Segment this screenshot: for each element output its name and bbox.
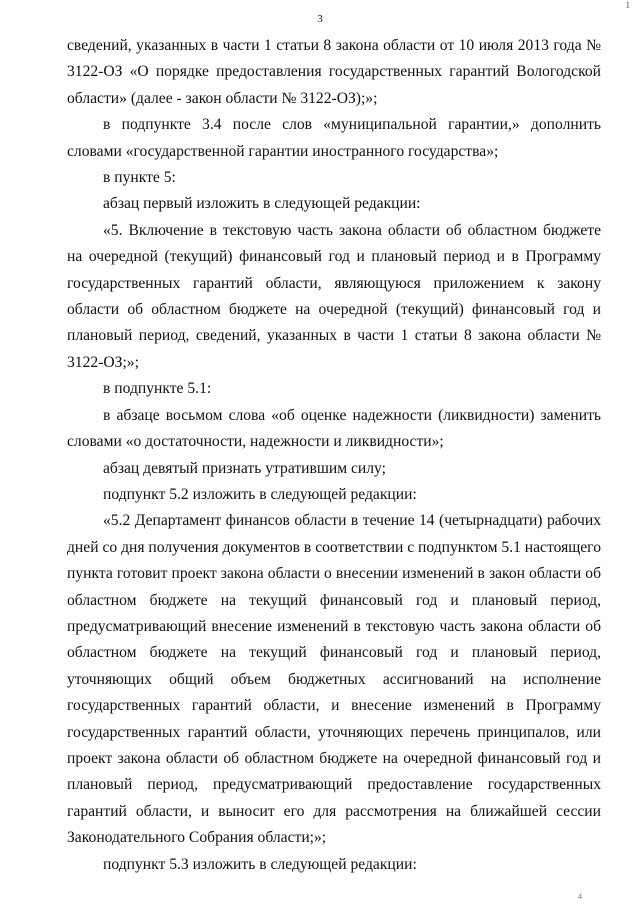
paragraph: в пункте 5:	[103, 169, 176, 187]
paragraph: абзац первый изложить в следующей редакции:	[103, 195, 421, 213]
paragraph: подпункт 5.2 изложить в следующей редакции:	[103, 485, 417, 503]
paragraph: в абзаце восьмом слова «об оценке надежности (ликвидности) заменить словами «о достаточности, надежности и ликвидности»;	[67, 406, 601, 451]
corner-mark: 1	[625, 0, 630, 10]
paragraph: подпункт 5.3 изложить в следующей редакции:	[103, 855, 417, 873]
document-body	[67, 33, 601, 878]
paragraph: в подпункте 5.1:	[103, 380, 212, 398]
paragraph: «5.2 Департамент финансов области в течение 14 (четырнадцати) рабочих дней со дня получения документов в соответствии с подпунктом 5.1 настоящего пункта готовит проект закона области о внесении изменений в закон области об областном бюджете на текущий финансовый год и плановый период, предусматривающий внесение изменений в текстовую часть закона области об областном бюджете на текущий финансовый год и плановый период, уточняющих общий объем бюджетных ассигнований на исполнение государственных гарантий области, и внесение изменений в Программу государственных гарантий области, уточняющих перечень принципалов, или проект закона области об областном бюджете на очередной финансовый год и плановый период, предусматривающий предоставление государственных гарантий области, и выносит его для рассмотрения на ближайшей сессии Законодательного Собрания области;»;	[67, 512, 601, 847]
paragraph: абзац девятый признать утратившим силу;	[103, 459, 386, 477]
paragraph: в подпункте 3.4 после слов «муниципальной гарантии,» дополнить словами «государственной гарантии иностранного государства»;	[67, 116, 601, 160]
foot-mark: 4	[578, 892, 582, 901]
paragraph: «5. Включение в текстовую часть закона области об областном бюджете на очередной (текущий) финансовый год и плановый период и в Программу государственных гарантий области, являющуюся приложением к закону области об областном бюджете на очередной (текущий) финансовый год и плановый период, сведений, указанных в части 1 статьи 8 закона области № 3122-ОЗ;»;	[67, 221, 601, 371]
paragraph: сведений, указанных в части 1 статьи 8 закона области от 10 июля 2013 года № 3122-ОЗ «О порядке предоставления государственных гарантий Вологодской области» (далее - закон области № 3122-ОЗ);»;	[67, 37, 601, 107]
page-number: 3	[317, 13, 323, 25]
